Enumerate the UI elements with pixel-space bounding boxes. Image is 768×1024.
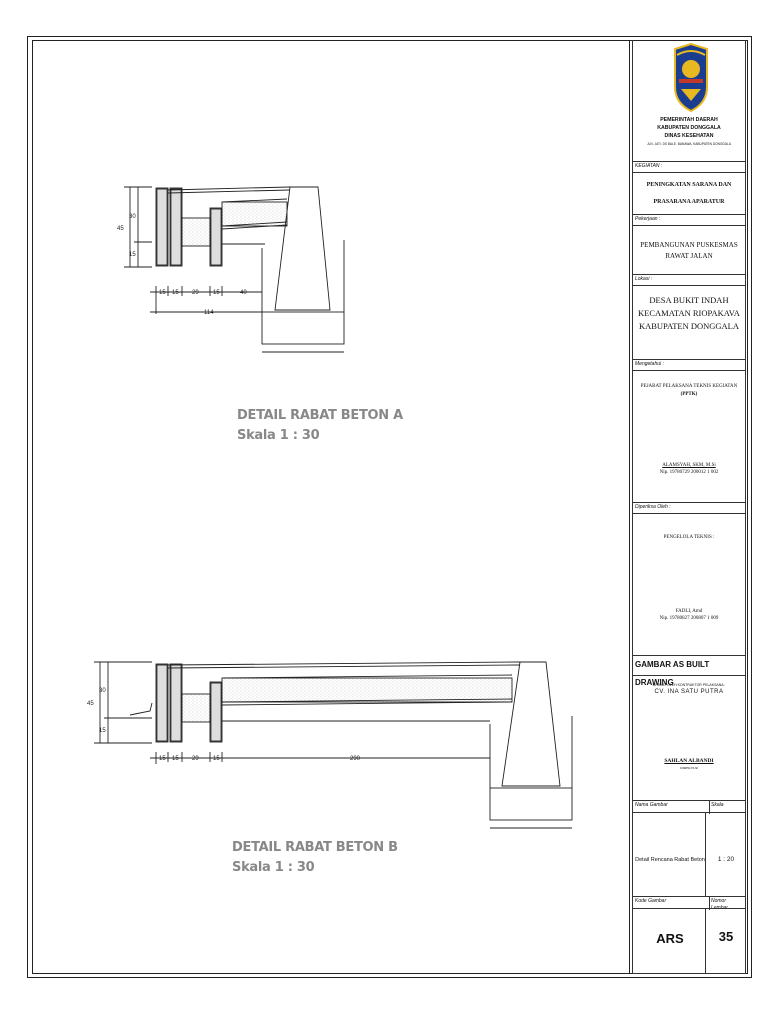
mengetahui-cell: [633, 359, 745, 502]
lokasi-line3: KABUPATEN DONGGALA: [638, 321, 740, 331]
detail-a-title: [237, 406, 403, 446]
diperiksa-label: Diperiksa Oleh :: [633, 503, 745, 514]
title-block: [629, 40, 748, 974]
kode-gambar-label: Kode Gambar: [633, 897, 710, 910]
contractor-label: DI BUAT OLEH KONTRAKTOR PELAKSANA :: [652, 683, 726, 687]
regency-emblem-icon: [673, 43, 709, 113]
dim-a-h5: 40: [240, 290, 247, 296]
skala-label: Skala: [711, 802, 724, 808]
pengelola-role: PENGELOLA TEKNIS :: [663, 535, 715, 540]
agency-line3: DINAS KESEHATAN: [664, 133, 714, 139]
agency-address: JLN. JATI. DS BALE. BANAWA. KABUPATEN DONGGALA: [647, 142, 731, 146]
detail-b-scale: Skala 1 : 30: [232, 860, 315, 875]
skala-value: 1 : 20: [717, 856, 735, 863]
dim-b-h3: 29: [192, 756, 199, 762]
pengelola-name: FADLI, Amd: [675, 609, 703, 614]
lokasi-line1: DESA BUKIT INDAH: [649, 295, 729, 305]
detail-a-heading: DETAIL RABAT BETON A: [237, 408, 403, 423]
nama-gambar-label: Nama Gambar: [633, 801, 710, 814]
kode-gambar-values: [633, 908, 745, 974]
detail-a-section: [124, 187, 344, 352]
lokasi-line2: KECAMATAN RIOPAKAVA: [638, 308, 740, 318]
dim-b-45: 45: [87, 701, 94, 707]
lokasi-label: Lokasi :: [633, 275, 745, 286]
dim-a-h1: 15: [159, 290, 166, 296]
kode-gambar-value: ARS: [656, 931, 684, 946]
pengelola-nip: Nip. 19780827 200807 1 009: [659, 616, 719, 621]
kegiatan-line2: PRASARANA APARATUR: [653, 199, 725, 205]
dim-a-h4: 15: [213, 290, 220, 296]
diperiksa-cell: [633, 502, 745, 655]
pekerjaan-line1: PEMBANGUNAN PUSKESMAS: [640, 241, 738, 249]
nomor-lembar-value: 35: [718, 929, 734, 944]
dim-b-h1: 15: [159, 756, 166, 762]
lokasi-cell: [633, 274, 745, 359]
kegiatan-label: KEGIATAN :: [633, 162, 745, 173]
director-role: DIREKTUR: [680, 766, 698, 770]
pptk-role: PEJABAT PELAKSANA TEKNIS KEGIATAN: [640, 384, 738, 389]
drawing-type: GAMBAR AS BUILT DRAWING: [635, 660, 710, 687]
pptk-nip: Nip. 19780729 200012 1 002: [659, 470, 719, 475]
pekerjaan-line2: RAWAT JALAN: [665, 252, 713, 260]
dim-b-h2: 15: [172, 756, 179, 762]
detail-b-title: [232, 838, 398, 878]
detail-b-heading: DETAIL RABAT BETON B: [232, 840, 398, 855]
kegiatan-cell: [633, 161, 745, 214]
dim-a-45: 45: [117, 226, 124, 232]
dim-b-30: 30: [99, 688, 106, 694]
detail-a-scale: Skala 1 : 30: [237, 428, 320, 443]
dim-a-total: 114: [204, 310, 214, 316]
pekerjaan-cell: [633, 214, 745, 274]
detail-b-section: [94, 662, 572, 828]
agency-header: [633, 40, 745, 161]
agency-line2: KABUPATEN DONGGALA: [657, 125, 721, 131]
nama-gambar-header: [633, 800, 745, 812]
nomor-lembar-label: Nomor Lembar: [711, 898, 728, 911]
dim-b-15: 15: [99, 728, 106, 734]
director-name: SAHLAN ALBANDI: [664, 758, 714, 764]
contractor-cell: [633, 675, 745, 800]
dim-b-span: 290: [350, 756, 361, 762]
dim-a-15: 15: [129, 252, 136, 258]
dim-a-h2: 15: [172, 290, 179, 296]
contractor-company: CV. INA SATU PUTRA: [654, 689, 724, 695]
title-block-inner: [632, 40, 746, 974]
agency-line1: PEMERINTAH DAERAH: [660, 117, 718, 123]
dim-a-30: 30: [129, 214, 136, 220]
kegiatan-line1: PENINGKATAN SARANA DAN: [646, 182, 732, 188]
kode-gambar-header: [633, 896, 745, 911]
dim-b-h4: 15: [213, 756, 220, 762]
pptk-name: ALAMSYAH, SKM, M.Si: [662, 463, 716, 468]
nama-gambar-values: [633, 812, 745, 896]
mengetahui-label: Mengetahui :: [633, 360, 745, 371]
pekerjaan-label: Pekerjaan :: [633, 215, 745, 226]
dim-a-h3: 29: [192, 290, 199, 296]
pptk-role-abbrev: (PPTK): [680, 392, 698, 397]
nama-gambar-value: Detail Rencana Rabat Beton: [635, 857, 705, 863]
